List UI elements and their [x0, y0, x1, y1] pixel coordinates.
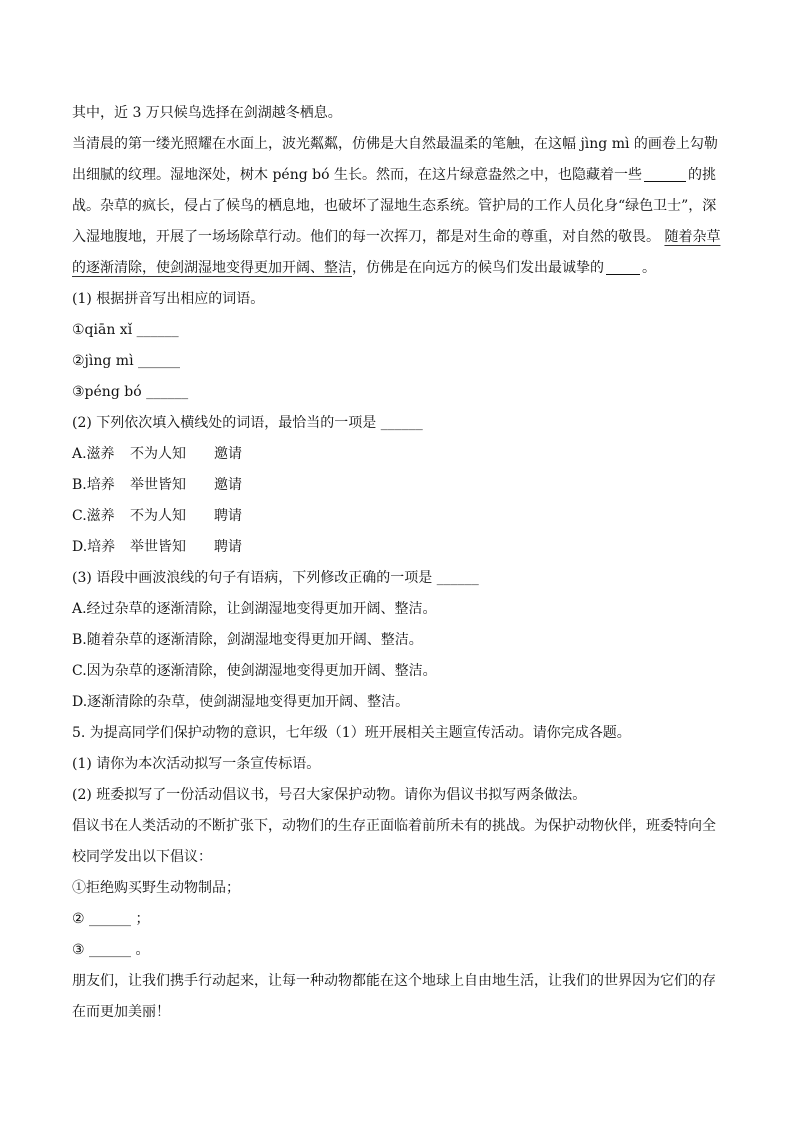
question-1-item-3: ③péng bó ______ [72, 384, 189, 400]
option-word-3: 邀请 [214, 477, 242, 493]
option-word-1: A.滋养 [72, 446, 115, 462]
passage-text-b: 的挑战。杂草的疯长，侵占了候鸟的栖息地，也破坏了湿地生态系统。管护局的工作人员化身“绿色卫士”，深入湿地腹地，开展了一场场除草行动。他们的每一次挥刀，都是对生命的尊重，对自然的敬畏。 [72, 167, 717, 245]
option-word-3: 聘请 [214, 539, 242, 555]
question-1-item-2: ②jìng mì ______ [72, 353, 181, 369]
document-content [72, 98, 724, 1028]
passage-text-end: 。 [642, 260, 656, 276]
proposal-item-1: ①拒绝购买野生动物制品； [72, 880, 240, 896]
passage-text-a: 当清晨的第一缕光照耀在水面上，波光粼粼，仿佛是大自然最温柔的笔触，在这幅 jìng mì 的画卷上勾勒出细腻的纹理。湿地深处，树木 péng bó 生长。然而，在这片绿意盎然之中，也隐藏着一些 [72, 136, 718, 183]
wavy-underlined-sentence: 随着杂草的逐渐清除，使剑湖湿地变得更加开阔、整洁 [72, 229, 721, 276]
question-5-sub-1: (1) 请你为本次活动拟写一条宣传标语。 [72, 756, 321, 772]
proposal-closing: 朋友们，让我们携手行动起来，让每一种动物都能在这个地球上自由地生活，让我们的世界因为它们的存在而更加美丽！ [72, 973, 716, 1020]
question-2-stem: (2) 下列依次填入横线处的词语，最恰当的一项是 ______ [72, 415, 423, 431]
option-word-3: 聘请 [214, 508, 242, 524]
question-1-stem: (1) 根据拼音写出相应的词语。 [72, 291, 265, 307]
question-2-option-d [72, 532, 724, 563]
question-5-stem: 5. 为提高同学们保护动物的意识，七年级（1）班开展相关主题宣传活动。请你完成各题。 [72, 725, 631, 741]
question-2-option-b [72, 470, 724, 501]
question-3-option-a: A.经过杂草的逐渐清除，让剑湖湿地变得更加开阔、整洁。 [72, 601, 437, 617]
option-word-1: C.滋养 [72, 508, 115, 524]
question-3-option-b: B.随着杂草的逐渐清除，剑湖湿地变得更加开阔、整洁。 [72, 632, 423, 648]
option-word-1: B.培养 [72, 477, 115, 493]
question-2-option-c [72, 501, 724, 532]
fill-blank-2 [606, 260, 640, 275]
option-word-2: 举世皆知 [130, 477, 186, 493]
proposal-item-3: ③ ______ 。 [72, 942, 150, 958]
proposal-item-2: ② ______ ； [72, 911, 150, 927]
option-word-2: 举世皆知 [130, 539, 186, 555]
question-5-sub-2: (2) 班委拟写了一份活动倡议书，号召大家保护动物。请你为倡议书拟写两条做法。 [72, 787, 587, 803]
question-2-option-a [72, 439, 724, 470]
option-word-2: 不为人知 [130, 508, 186, 524]
fill-blank-1 [644, 167, 686, 182]
option-word-2: 不为人知 [130, 446, 186, 462]
option-word-3: 邀请 [214, 446, 242, 462]
passage-text-c: ，仿佛是在向远方的候鸟们发出最诚挚的 [352, 260, 604, 276]
proposal-intro: 倡议书在人类活动的不断扩张下，动物们的生存正面临着前所未有的挑战。为保护动物伙伴，班委特向全校同学发出以下倡议： [72, 818, 716, 865]
question-3-option-d: D.逐渐清除的杂草，使剑湖湿地变得更加开阔、整洁。 [72, 694, 410, 710]
option-word-1: D.培养 [72, 539, 116, 555]
question-3-option-c: C.因为杂草的逐渐清除，使剑湖湿地变得更加开阔、整洁。 [72, 663, 437, 679]
passage-paragraph [72, 129, 724, 284]
question-1-item-1: ①qiān xǐ ______ [72, 322, 179, 338]
question-3-stem: (3) 语段中画波浪线的句子有语病，下列修改正确的一项是 ______ [72, 570, 479, 586]
passage-line-1: 其中，近 3 万只候鸟选择在剑湖越冬栖息。 [72, 105, 342, 121]
